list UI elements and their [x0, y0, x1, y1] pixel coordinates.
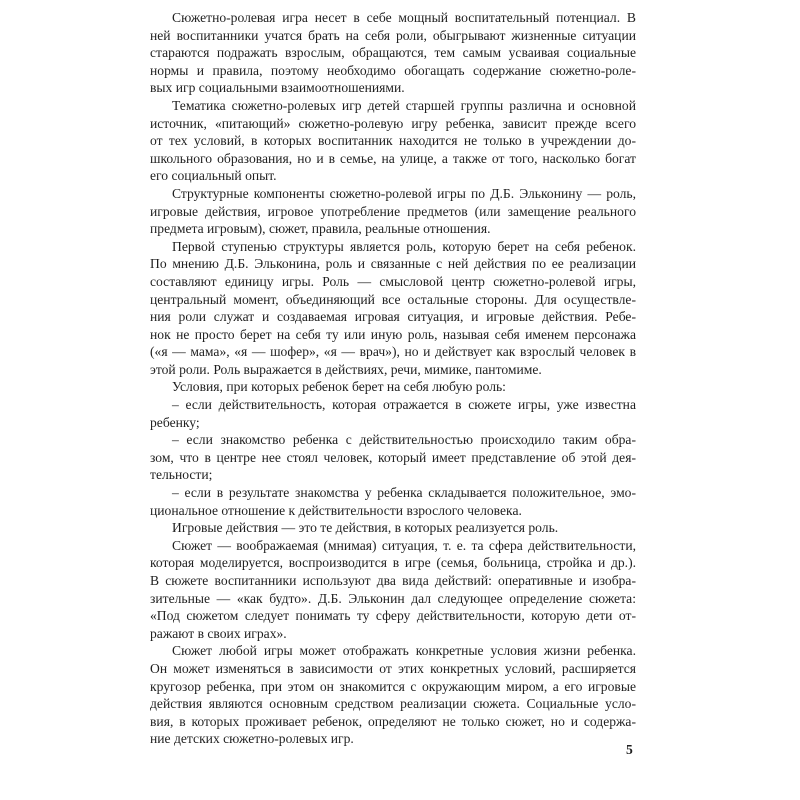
- paragraph: [150, 431, 636, 484]
- paragraph: [150, 238, 636, 379]
- paragraph: [150, 537, 636, 643]
- text-line: школьного образования, но и в семье, на улице, а также от того, насколько богат: [150, 150, 636, 166]
- text-line: составляют единицу игры. Роль — смысловой центр сюжетно-ролевой игры,: [150, 273, 636, 289]
- text-line: ния роли служат и создаваемая игровая ситуация, и игровые действия. Ребе-: [150, 309, 636, 325]
- text-line: тельности;: [150, 467, 213, 483]
- text-line: Игровые действия — это те действия, в которых реализуется роль.: [172, 520, 559, 536]
- text-line: источник, «питающий» сюжетно-ролевую игру ребенка, зависит прежде всего: [150, 115, 636, 131]
- text-line: Первой ступенью структуры является роль, которую берет на себя ребенок.: [172, 238, 636, 254]
- text-line: – если знакомство ребенка с действительностью происходило таким обра-: [172, 432, 636, 448]
- page-number: 5: [626, 742, 633, 757]
- text-line: нормы и правила, поэтому необходимо обогащать содержание сюжетно-роле-: [150, 62, 636, 78]
- text-line: «Под сюжетом следует понимать ту сферу действительности, которую дети от-: [150, 608, 636, 624]
- text-line: этой роли. Роль выражается в действиях, речи, мимике, пантомиме.: [150, 361, 542, 377]
- text-line: По мнению Д.Б. Эльконина, роль и связанные с ней действия по ее реализации: [150, 256, 636, 272]
- text-line: нок не просто берет на себя ту или иную роль, называя себя именем персонажа: [150, 326, 636, 342]
- text-line: Тематика сюжетно-ролевых игр детей старшей группы различна и основной: [172, 97, 636, 113]
- text-line: которая моделируется, воспроизводится в игре (семья, больница, стройка и др.).: [150, 555, 636, 571]
- paragraph: [150, 9, 636, 97]
- body-text: [150, 9, 636, 748]
- text-line: – если действительность, которая отражается в сюжете игры, уже известна: [172, 397, 636, 413]
- paragraph: [150, 396, 636, 431]
- text-line: В сюжете воспитанники используют два вида действий: оперативные и изобра-: [150, 573, 636, 588]
- text-line: стараются подражать взрослым, обращаются, тем самым усваивая социальные: [150, 45, 636, 61]
- text-line: Сюжетно-ролевая игра несет в себе мощный воспитательный потенциал. В: [172, 10, 636, 25]
- text-line: ребенку;: [150, 414, 200, 430]
- text-line: циональное отношение к действительности взрослого человека.: [150, 502, 522, 518]
- text-line: Условия, при которых ребенок берет на себя любую роль:: [172, 379, 506, 395]
- text-line: действия являются основным средством реализации сюжета. Социальные усло-: [150, 696, 636, 712]
- text-line: Он может изменяться в зависимости от этих конкретных условий, расширяется: [150, 660, 636, 676]
- text-line: игровые действия, игровое употребление предметов (или замещение реального: [150, 203, 636, 219]
- text-line: («я — мама», «я — шофер», «я — врач»), но и действует как взрослый человек в: [150, 344, 636, 360]
- text-line: – если в результате знакомства у ребенка складывается положительное, эмо-: [172, 485, 636, 501]
- text-line: зом, что в центре нее стоял человек, который имеет представление об этой дея-: [150, 449, 636, 465]
- paragraph: [150, 378, 636, 396]
- text-line: Сюжет любой игры может отображать конкретные условия жизни ребенка.: [172, 643, 636, 659]
- text-line: вия, в которых проживает ребенок, определяют не только сюжет, но и содержа-: [150, 713, 636, 729]
- paragraph: [150, 97, 636, 185]
- text-line: от тех условий, в которых воспитанник находится не только в учреждении до-: [150, 133, 636, 149]
- paragraph: [150, 484, 636, 519]
- text-line: ражают в своих играх».: [150, 625, 287, 641]
- text-line: ние детских сюжетно-ролевых игр.: [150, 731, 354, 747]
- text-line: Структурные компоненты сюжетно-ролевой игры по Д.Б. Эльконину — роль,: [172, 185, 636, 201]
- text-line: его социальный опыт.: [150, 168, 277, 184]
- text-line: предмета игровым), сюжет, правила, реальные отношения.: [150, 221, 491, 237]
- text-line: Сюжет — воображаемая (мнимая) ситуация, т. е. та сфера действительности,: [172, 537, 636, 553]
- text-line: кругозор ребенка, при этом он знакомится с окружающим миром, а его игровые: [150, 678, 636, 694]
- text-line: ней воспитанники учатся брать на себя роли, обыгрывают жизненные ситуации: [150, 27, 636, 43]
- paragraph: [150, 519, 636, 537]
- text-line: зительные — «как будто». Д.Б. Эльконин дал следующее определение сюжета:: [150, 590, 636, 606]
- paragraph: [150, 185, 636, 238]
- paragraph: [150, 642, 636, 748]
- text-line: вых игр социальными взаимоотношениями.: [150, 80, 405, 96]
- text-line: центральный момент, объединяющий все остальные стороны. Для осуществле-: [150, 291, 636, 307]
